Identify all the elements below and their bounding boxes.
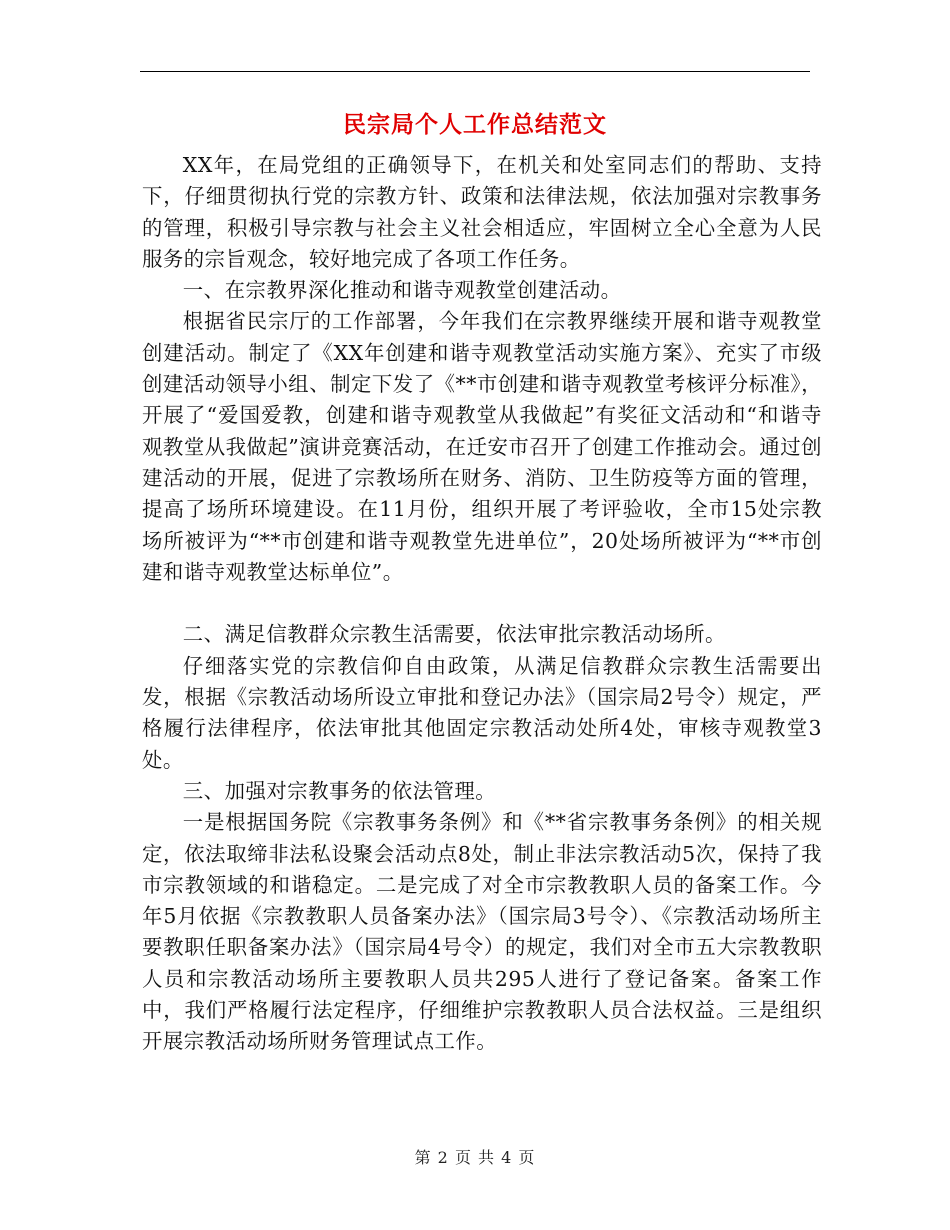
section-heading-2: 二、满足信教群众宗教生活需要，依法审批宗教活动场所。 bbox=[182, 622, 726, 647]
section-heading-3: 三、加强对宗教事务的依法管理。 bbox=[182, 778, 497, 803]
section-3-paragraph: 一是根据国务院《宗教事务条例》和《**省宗教事务条例》的相关规定，依法取缔非法私设聚会活动点8处，制止非法宗教活动5次，保持了我市宗教领域的和谐稳定。二是完成了对全市宗教教职人员的备案工作。今年5月依据《宗教教职人员备案办法》（国宗局3号令）、《宗教活动场所主要教职任职备案办法》（国宗局4号令）的规定，我们对全市五大宗教教职人员和宗教活动场所主要教职人员共295人进行了登记备案。备案工作中，我们严格履行法定程序，仔细维护宗教教职人员合法权益。三是组织开展宗教活动场所财务管理试点工作。 bbox=[142, 810, 822, 1054]
blank-line bbox=[142, 588, 822, 619]
page-number: 第 2 页 共 4 页 bbox=[414, 1148, 536, 1167]
intro-paragraph: XX年，在局党组的正确领导下，在机关和处室同志们的帮助、支持下，仔细贯彻执行党的宗教方针、政策和法律法规，依法加强对宗教事务的管理，积极引导宗教与社会主义社会相适应，牢固树立全心全意为人民服务的宗旨观念，较好地完成了各项工作任务。 bbox=[142, 153, 822, 271]
document-body bbox=[142, 150, 822, 1058]
document-title: 民宗局个人工作总结范文 bbox=[343, 111, 607, 138]
section-1-paragraph: 根据省民宗厅的工作部署，今年我们在宗教界继续开展和谐寺观教堂创建活动。制定了《XX年创建和谐寺观教堂活动实施方案》、充实了市级创建活动领导小组、制定下发了《**市创建和谐寺观教堂考核评分标准》，开展了“爱国爱教，创建和谐寺观教堂从我做起”有奖征文活动和“和谐寺观教堂从我做起”演讲竞赛活动，在迁安市召开了创建工作推动会。通过创建活动的开展，促进了宗教场所在财务、消防、卫生防疫等方面的管理，提高了场所环境建设。在11月份，组织开展了考评验收，全市15处宗教场所被评为“**市创建和谐寺观教堂先进单位”，20处场所被评为“**市创建和谐寺观教堂达标单位”。 bbox=[142, 309, 822, 584]
header-rule bbox=[140, 71, 810, 72]
section-heading-1: 一、在宗教界深化推动和谐寺观教堂创建活动。 bbox=[182, 278, 622, 303]
section-2-paragraph: 仔细落实党的宗教信仰自由政策，从满足信教群众宗教生活需要出发，根据《宗教活动场所设立审批和登记办法》（国宗局2号令）规定，严格履行法律程序，依法审批其他固定宗教活动处所4处，审核寺观教堂3处。 bbox=[142, 653, 822, 772]
